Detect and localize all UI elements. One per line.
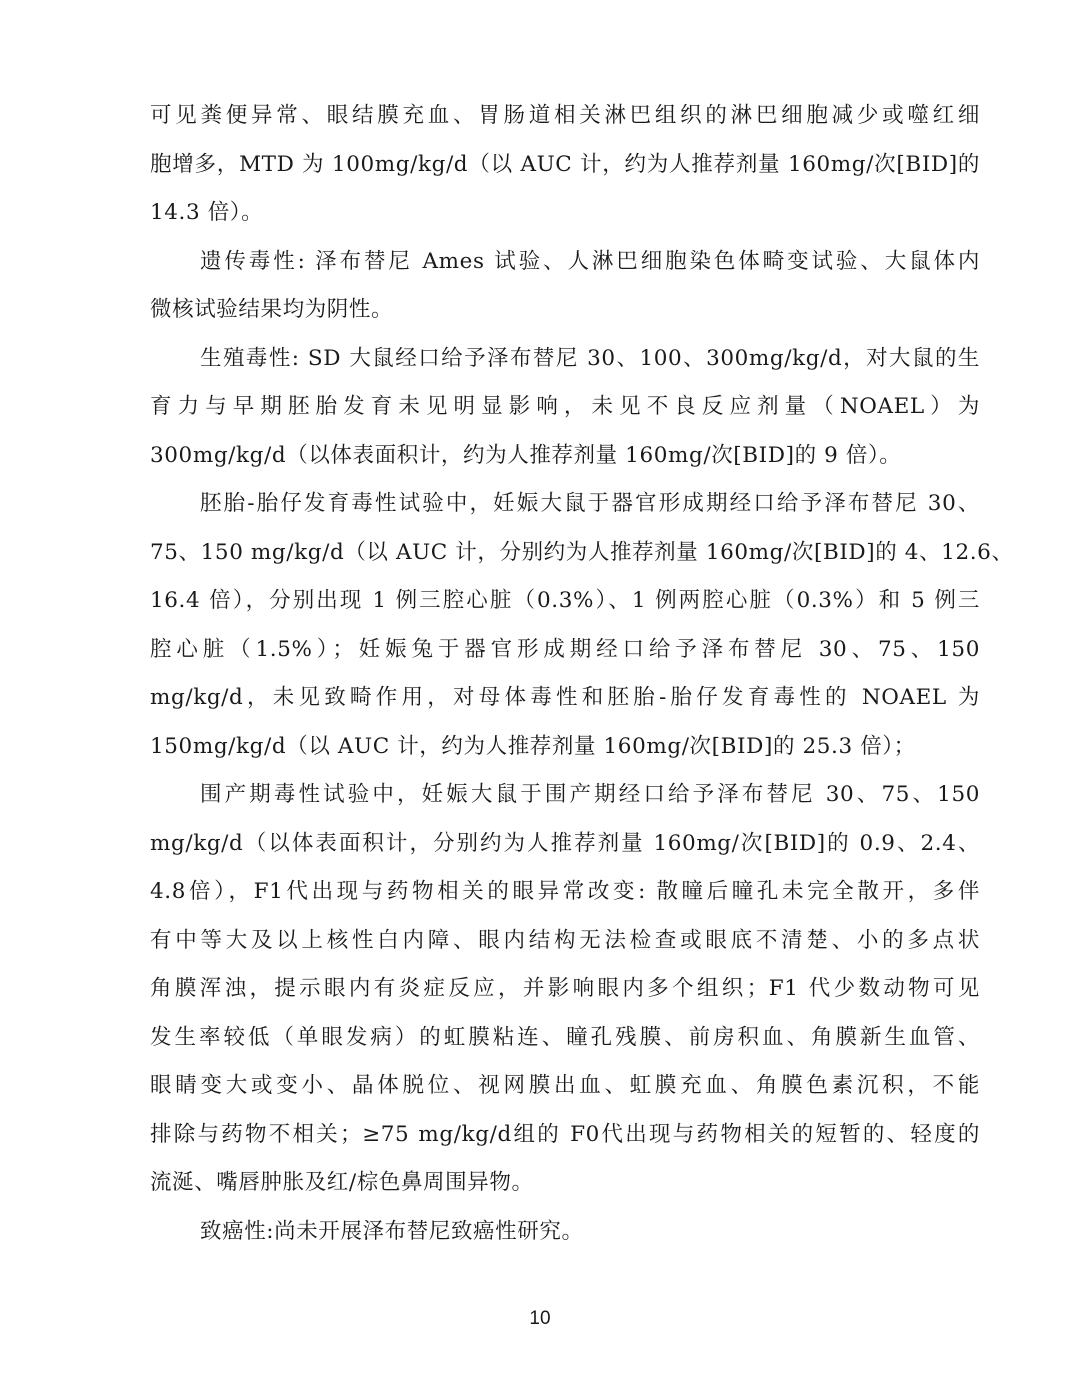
text-line: 16.4 倍），分别出现 1 例三腔心脏（0.3%）、1 例两腔心脏（0.3%）和 5 例三 — [150, 588, 980, 613]
text-line: 育力与早期胚胎发育未见明显影响，未见不良反应剂量（NOAEL）为 — [150, 394, 980, 419]
text-line: 75、150 mg/kg/d（以 AUC 计，分别约为人推荐剂量 160mg/次[BID]的 4、12.6、 — [150, 539, 1014, 565]
text-line: 胞增多，MTD 为 100mg/kg/d（以 AUC 计，约为人推荐剂量 160mg/次[BID]的 — [150, 151, 980, 177]
text-line: 300mg/kg/d（以体表面积计，约为人推荐剂量 160mg/次[BID]的 9 倍）。 — [150, 442, 902, 468]
paragraph-embryo-fetal-line: 胚胎-胎仔发育毒性试验中，妊娠大鼠于器官形成期经口给予泽布替尼 30、 — [200, 491, 980, 516]
text-line: 有中等大及以上核性白内障、眼内结构无法检查或眼底不清楚、小的多点状 — [150, 927, 980, 953]
text-line: 流涎、嘴唇肿胀及红/棕色鼻周围异物。 — [150, 1170, 534, 1195]
text-line: 腔心脏（1.5%）；妊娠兔于器官形成期经口给予泽布替尼 30、75、150 — [150, 636, 980, 662]
text-line: 发生率较低（单眼发病）的虹膜粘连、瞳孔残膜、前房积血、角膜新生血管、 — [150, 1024, 980, 1050]
text-line: 排除与药物不相关；≥75 mg/kg/d组的 F0代出现与药物相关的短暂的、轻度的 — [150, 1121, 980, 1147]
text-line: 眼睛变大或变小、晶体脱位、视网膜出血、虹膜充血、角膜色素沉积，不能 — [150, 1073, 980, 1098]
body-text — [150, 92, 1014, 1256]
text-line: 角膜浑浊，提示眼内有炎症反应，并影响眼内多个组织；F1 代少数动物可见 — [150, 976, 980, 1001]
paragraph-carcinogenicity-line: 致癌性:尚未开展泽布替尼致癌性研究。 — [200, 1218, 584, 1244]
text-line: 150mg/kg/d（以 AUC 计，约为人推荐剂量 160mg/次[BID]的 25.3 倍）； — [150, 733, 916, 759]
paragraph-reproductive-toxicity-line: 生殖毒性: SD 大鼠经口给予泽布替尼 30、100、300mg/kg/d，对大鼠的生 — [200, 345, 980, 371]
text-line: mg/kg/d，未见致畸作用，对母体毒性和胚胎-胎仔发育毒性的 NOAEL 为 — [150, 685, 980, 710]
text-line: mg/kg/d（以体表面积计，分别约为人推荐剂量 160mg/次[BID]的 0.9、2.4、 — [150, 830, 980, 856]
page-number: 10 — [529, 1308, 551, 1329]
text-line: 4.8倍），F1代出现与药物相关的眼异常改变: 散瞳后瞳孔未完全散开，多伴 — [150, 879, 980, 904]
text-line: 14.3 倍）。 — [150, 200, 264, 225]
text-line: 微核试验结果均为阴性。 — [150, 297, 394, 322]
paragraph-perinatal-line: 围产期毒性试验中，妊娠大鼠于围产期经口给予泽布替尼 30、75、150 — [200, 782, 980, 807]
paragraph-genetic-toxicity-line: 遗传毒性: 泽布替尼 Ames 试验、人淋巴细胞染色体畸变试验、大鼠体内 — [200, 248, 980, 274]
text-line: 可见粪便异常、眼结膜充血、胃肠道相关淋巴组织的淋巴细胞减少或噬红细 — [150, 103, 980, 128]
